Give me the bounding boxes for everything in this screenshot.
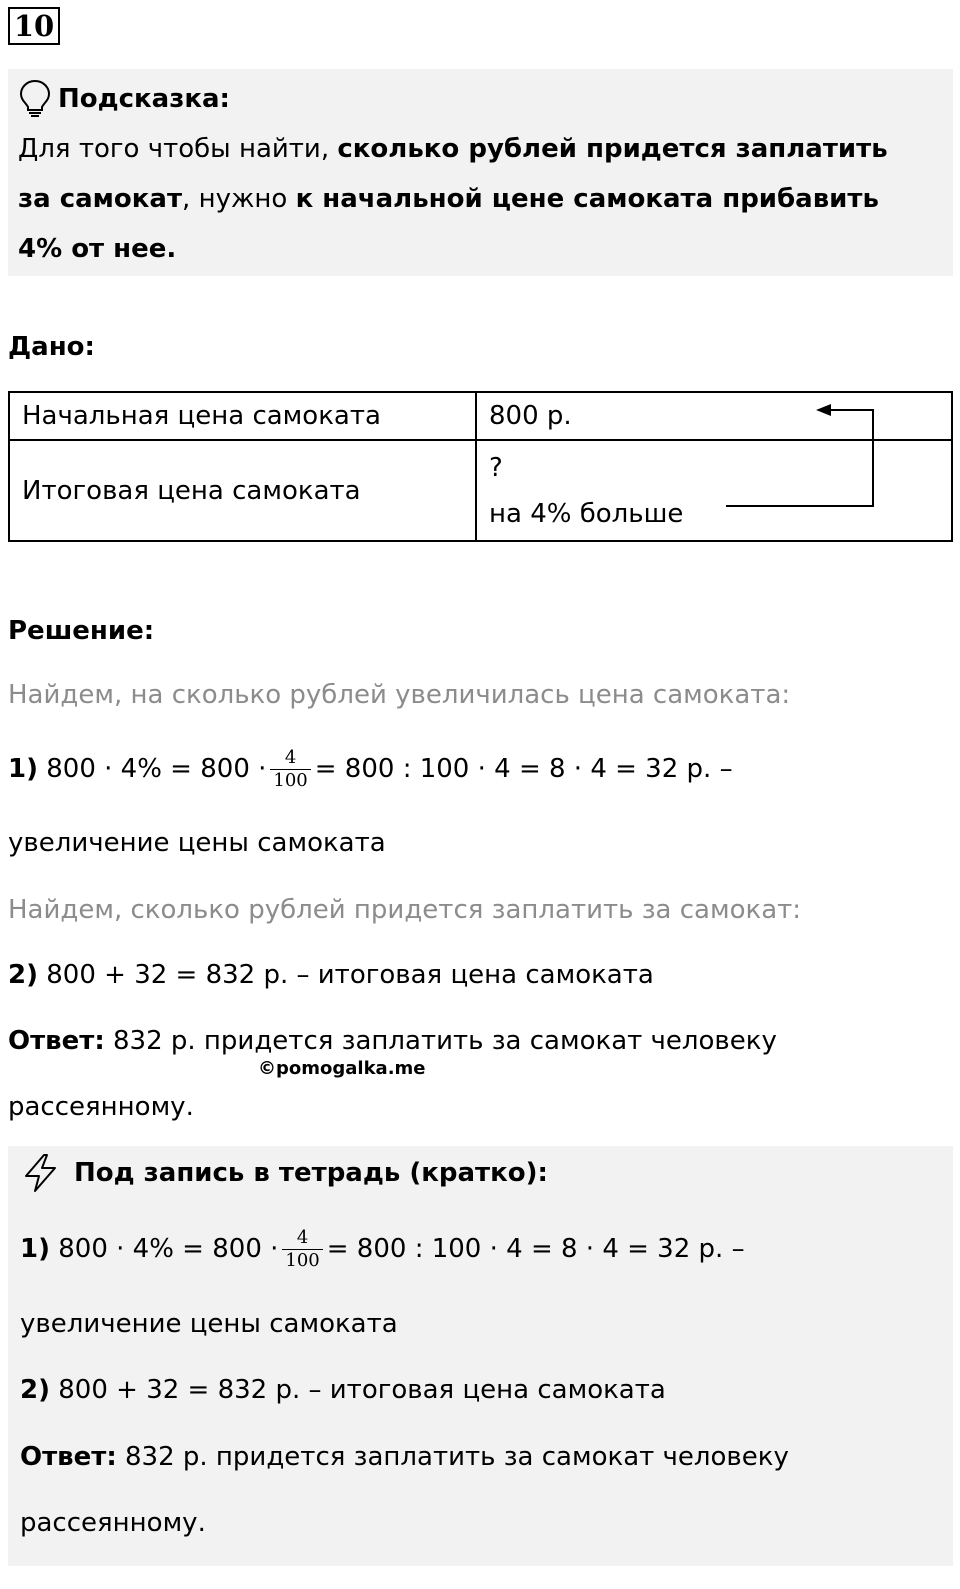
given-title: Дано: <box>8 332 95 362</box>
answer-text: 832 р. придется заплатить за самокат человеку <box>125 1442 789 1472</box>
short-step-1 <box>20 1222 745 1276</box>
solution-answer <box>8 1024 777 1058</box>
step-number: 1) <box>20 1234 50 1264</box>
answer-text: 832 р. придется заплатить за самокат человеку <box>113 1026 777 1056</box>
step-expression: 800 · 4% = 800 · <box>58 1234 279 1264</box>
short-title: Под запись в тетрадь (кратко): <box>74 1158 548 1188</box>
hint-text: , нужно <box>182 184 296 214</box>
fraction-numerator: 4 <box>282 1227 322 1250</box>
step-expression: 800 + 32 = 832 р. – итоговая цена самоката <box>58 1375 666 1405</box>
solution-step-2 <box>8 958 654 992</box>
problem-number: 10 <box>8 7 60 45</box>
step-expression: 800 + 32 = 832 р. – итоговая цена самоката <box>46 960 654 990</box>
short-answer-cont: рассеянному. <box>20 1508 206 1538</box>
solution-answer-cont: рассеянному. <box>8 1092 194 1122</box>
fraction-numerator: 4 <box>270 747 310 770</box>
short-answer <box>20 1440 789 1474</box>
hint-text-bold: сколько рублей придется заплатить <box>337 134 888 164</box>
solution-explain-1: Найдем, на сколько рублей увеличилась цена самоката: <box>8 680 791 710</box>
solution-title: Решение: <box>8 616 155 646</box>
hint-text-bold: за самокат <box>18 184 183 214</box>
lightbulb-icon <box>18 78 52 118</box>
step-number: 2) <box>20 1375 50 1405</box>
hint-text-bold: к начальной цене самоката прибавить <box>295 184 879 214</box>
solution-explain-2: Найдем, сколько рублей придется заплатить за самокат: <box>8 895 802 925</box>
step-expression: = 800 : 100 · 4 = 8 · 4 = 32 р. – <box>314 754 733 784</box>
watermark: ©pomogalka.me <box>258 1058 426 1079</box>
row-label-final-price: Итоговая цена самоката <box>9 440 476 541</box>
fraction <box>282 1227 322 1272</box>
fraction <box>270 747 310 792</box>
step-number: 1) <box>8 754 38 784</box>
short-step-2 <box>20 1373 666 1407</box>
solution-step-1-cont: увеличение цены самоката <box>8 828 386 858</box>
solution-step-1 <box>8 742 733 796</box>
row-label-initial-price: Начальная цена самоката <box>9 392 476 440</box>
unknown-mark: ? <box>489 452 503 483</box>
lightning-icon <box>20 1152 62 1194</box>
hint-line-2 <box>18 182 879 216</box>
hint-line-3: 4% от нее. <box>18 234 177 264</box>
short-step-1-cont: увеличение цены самоката <box>20 1309 398 1339</box>
step-expression: = 800 : 100 · 4 = 8 · 4 = 32 р. – <box>326 1234 745 1264</box>
answer-label: Ответ: <box>20 1442 117 1472</box>
answer-label: Ответ: <box>8 1026 105 1056</box>
arrow-connector-icon <box>700 396 890 516</box>
increase-note: на 4% больше <box>489 498 684 529</box>
fraction-denominator: 100 <box>285 1250 320 1271</box>
step-number: 2) <box>8 960 38 990</box>
step-expression: 800 · 4% = 800 · <box>46 754 267 784</box>
hint-title: Подсказка: <box>58 84 230 114</box>
short-panel <box>8 1146 953 1566</box>
row-value-initial-price: 800 р. <box>476 392 952 440</box>
hint-line-1 <box>18 132 888 166</box>
hint-text: Для того чтобы найти, <box>18 134 338 164</box>
fraction-denominator: 100 <box>273 770 308 791</box>
